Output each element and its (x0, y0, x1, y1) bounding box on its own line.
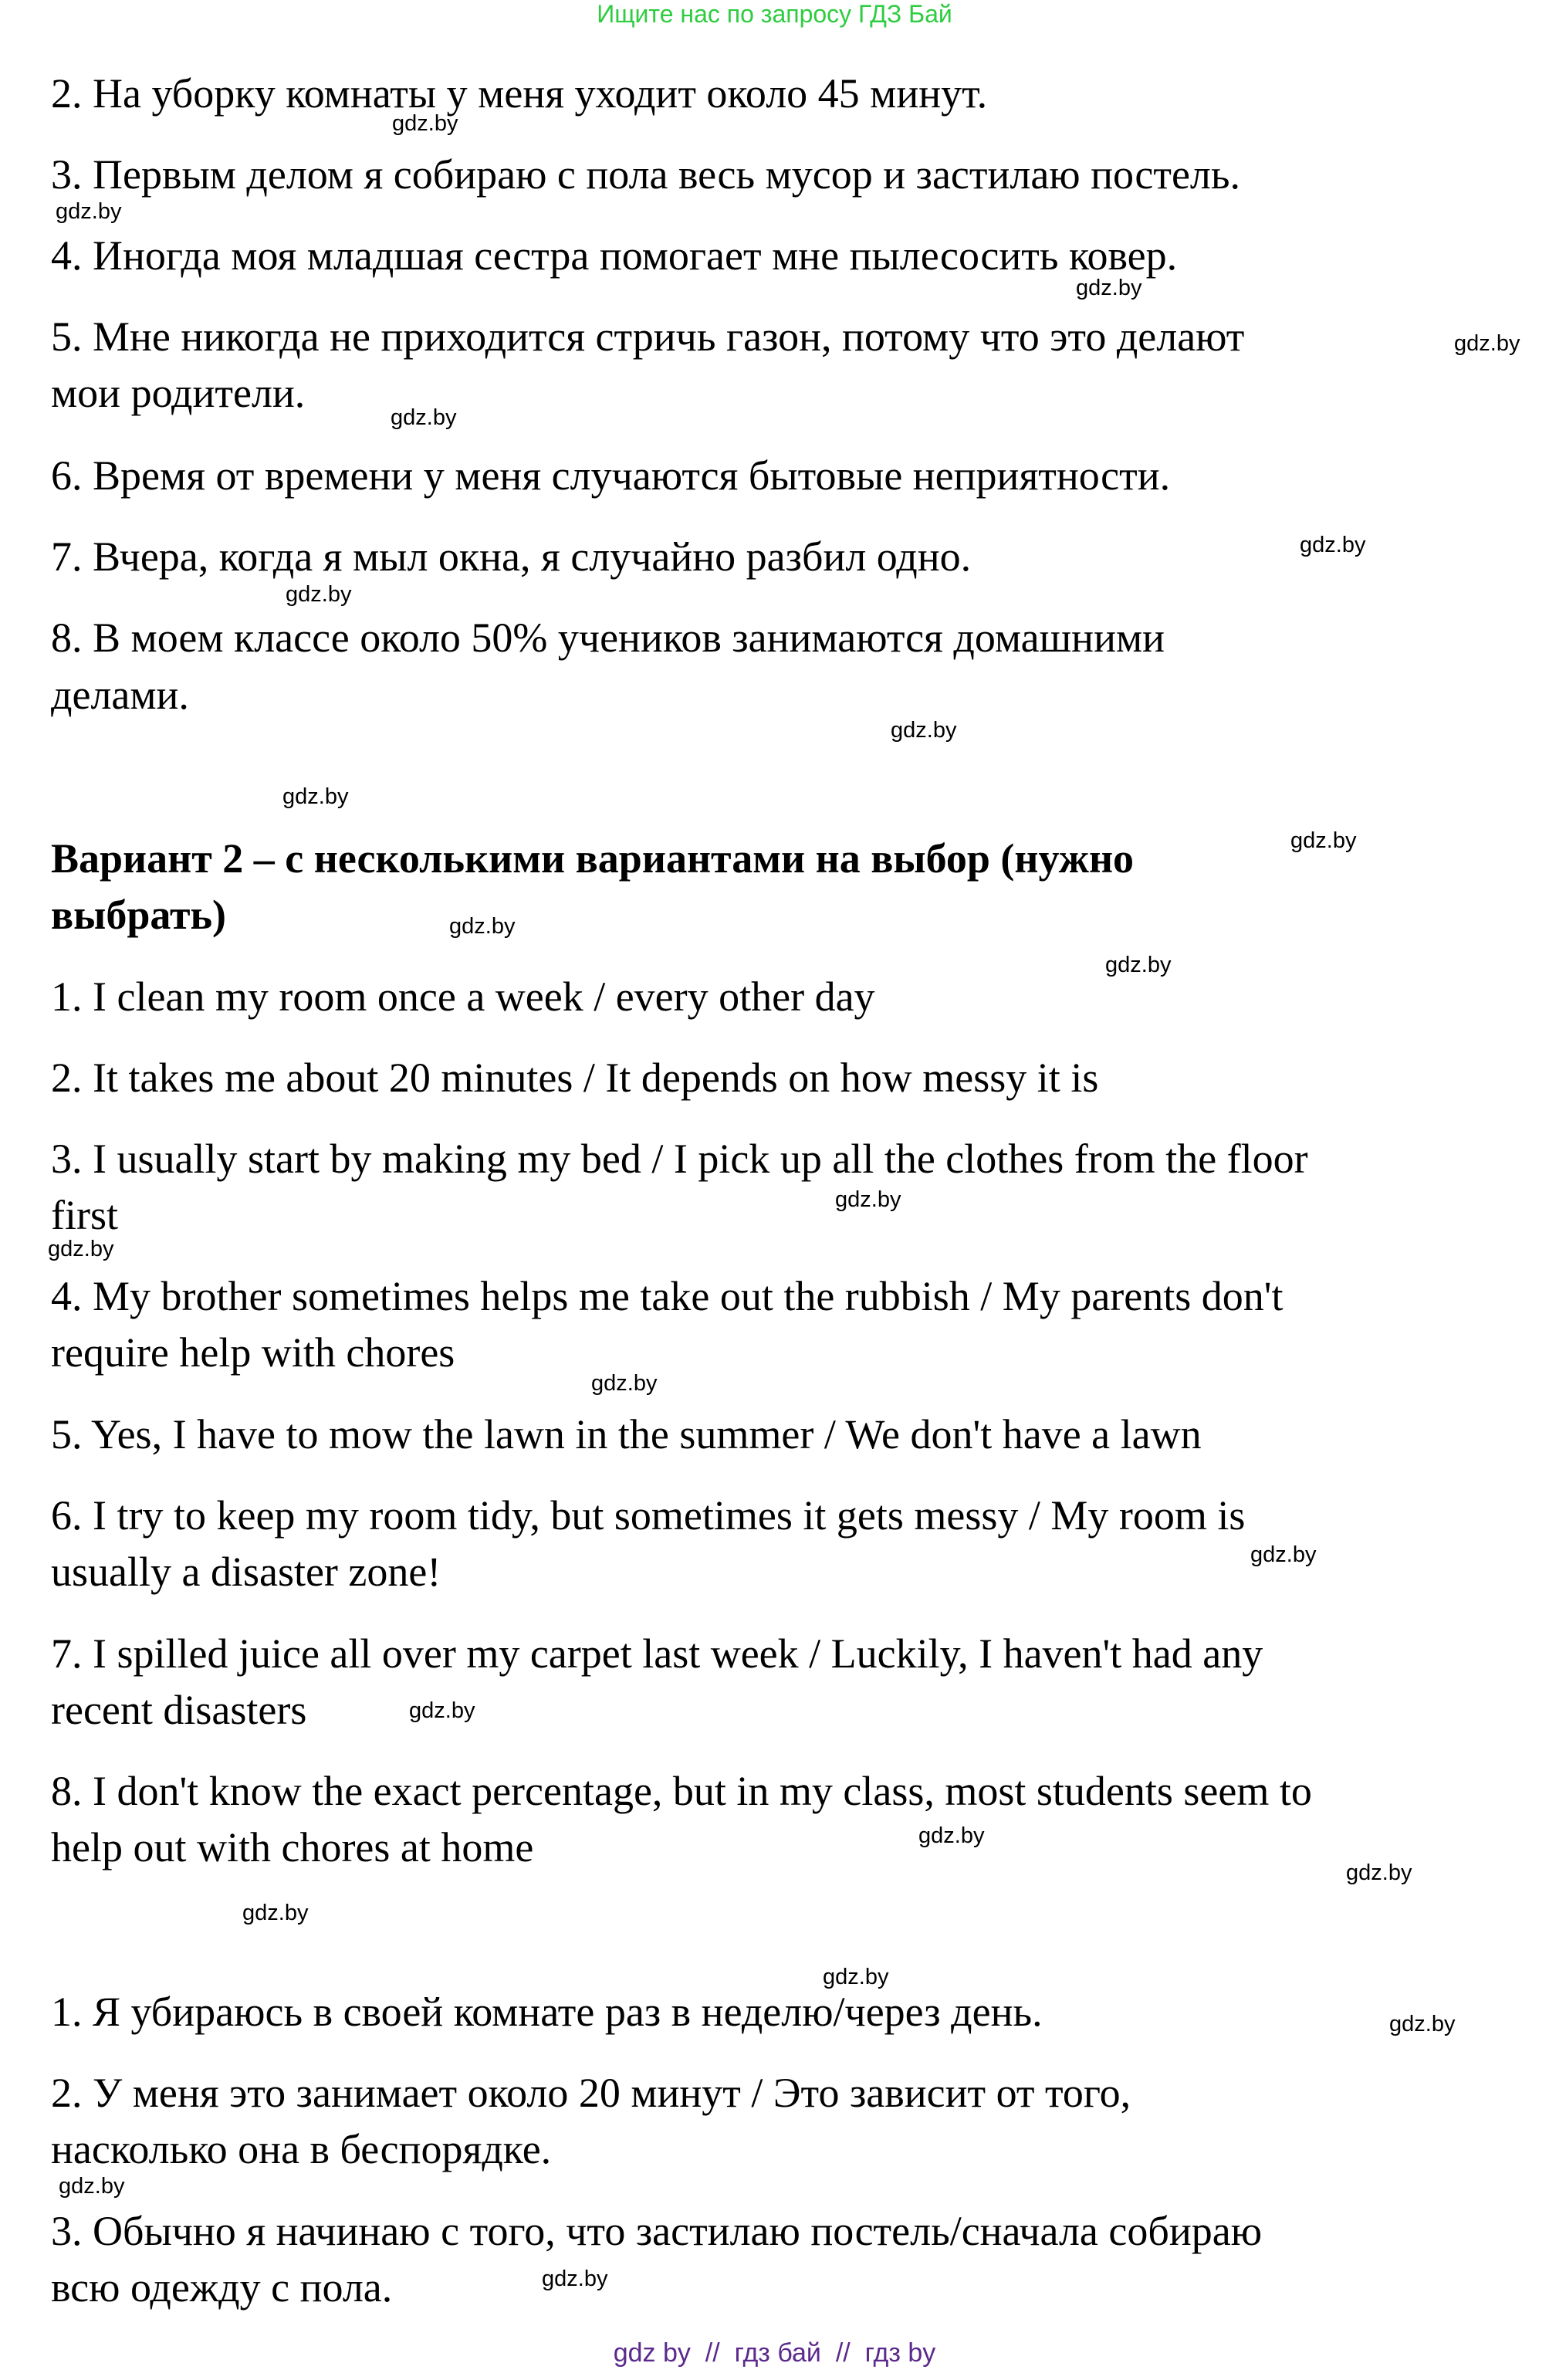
text-line: 2. It takes me about 20 minutes / It depends on how messy it is (51, 1055, 1099, 1101)
watermark: gdz.by (282, 784, 349, 809)
text-line: first (51, 1192, 118, 1238)
watermark: gdz.by (1346, 1860, 1412, 1885)
watermark: gdz.by (1454, 331, 1520, 356)
footer-links: gdz by // гдз бай // гдз by (613, 2338, 936, 2368)
header-banner: Ищите нас по запросу ГДЗ Бай (597, 0, 952, 28)
text-line: recent disasters (51, 1687, 307, 1733)
watermark: gdz.by (835, 1187, 901, 1212)
text-line: 3. Первым делом я собираю с пола весь мусор и застилаю постель. (51, 151, 1241, 198)
watermark: gdz.by (1389, 2012, 1456, 2036)
text-line: 4. Иногда моя младшая сестра помогает мне пылесосить ковер. (51, 232, 1178, 279)
text-line: 2. У меня это занимает около 20 минут / Это зависит от того, (51, 2070, 1131, 2116)
watermark: gdz.by (591, 1371, 658, 1396)
text-line: 8. В моем классе около 50% учеников занимаются домашними (51, 614, 1165, 661)
text-line: 3. Обычно я начинаю с того, что застилаю постель/сначала собираю (51, 2208, 1263, 2254)
text-line: 1. I clean my room once a week / every other day (51, 973, 875, 1020)
text-line: 4. My brother sometimes helps me take out the rubbish / My parents don't (51, 1273, 1284, 1319)
watermark: gdz.by (59, 2174, 125, 2199)
watermark: gdz.by (891, 718, 957, 743)
watermark: gdz.by (542, 2267, 608, 2291)
watermark: gdz.by (1290, 828, 1357, 853)
text-line: 6. I try to keep my room tidy, but sometimes it gets messy / My room is (51, 1492, 1246, 1539)
text-line: всю одежду с пола. (51, 2264, 393, 2311)
text-line: 7. I spilled juice all over my carpet last week / Luckily, I haven't had any (51, 1630, 1263, 1677)
text-line: насколько она в беспорядке. (51, 2126, 552, 2172)
text-line: 3. I usually start by making my bed / I pick up all the clothes from the floor (51, 1136, 1308, 1182)
section-heading: Вариант 2 – с несколькими вариантами на выбор (нужно (51, 835, 1135, 882)
watermark: gdz.by (823, 1965, 889, 1989)
text-line: require help with chores (51, 1329, 455, 1376)
text-line: help out with chores at home (51, 1824, 534, 1870)
text-line: 2. На уборку комнаты у меня уходит около 45 минут. (51, 70, 988, 117)
text-line: 5. Мне никогда не приходится стричь газон, потому что это делают (51, 313, 1245, 360)
text-line: usually a disaster zone! (51, 1549, 441, 1595)
watermark: gdz.by (1076, 276, 1142, 300)
watermark: gdz.by (918, 1823, 985, 1848)
text-line: 5. Yes, I have to mow the lawn in the summer / We don't have a lawn (51, 1411, 1202, 1457)
section-heading: выбрать) (51, 892, 227, 938)
text-line: 1. Я убираюсь в своей комнате раз в неделю/через день. (51, 1989, 1043, 2035)
watermark: gdz.by (1250, 1542, 1317, 1567)
text-line: мои родители. (51, 370, 306, 416)
watermark: gdz.by (242, 1901, 309, 1925)
watermark: gdz.by (1105, 953, 1172, 977)
watermark: gdz.by (1300, 533, 1366, 557)
text-line: 7. Вчера, когда я мыл окна, я случайно разбил одно. (51, 533, 972, 580)
text-line: 6. Время от времени у меня случаются бытовые неприятности. (51, 452, 1171, 499)
watermark: gdz.by (392, 111, 458, 136)
watermark: gdz.by (409, 1698, 475, 1723)
watermark: gdz.by (56, 199, 122, 224)
watermark: gdz.by (449, 914, 516, 939)
watermark: gdz.by (286, 582, 352, 607)
text-line: 8. I don't know the exact percentage, but in my class, most students seem to (51, 1768, 1312, 1814)
watermark: gdz.by (48, 1237, 114, 1261)
text-line: делами. (51, 672, 189, 718)
watermark: gdz.by (391, 405, 457, 430)
